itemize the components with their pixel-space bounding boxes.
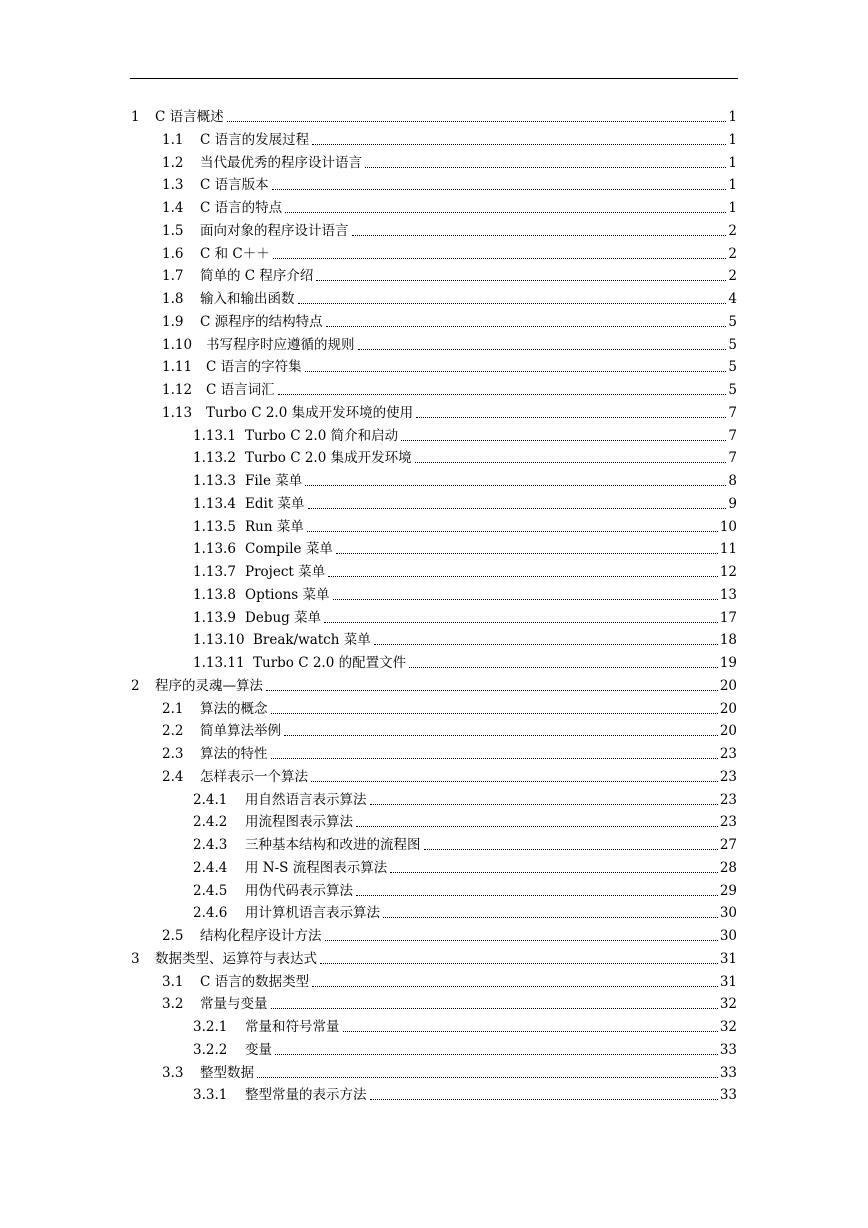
toc-entry-number: 2.2 [162,723,184,740]
toc-entry-number: 2.4 [162,768,184,785]
toc-entry-title: Run 菜单 [245,518,304,535]
dot-leader [325,940,718,941]
toc-entry-number: 1.13.9 [193,609,236,626]
toc-entry[interactable] [193,425,737,447]
dot-leader [307,531,718,532]
toc-entry[interactable] [193,538,737,560]
toc-entry-page: 33 [719,1064,737,1081]
dot-leader [227,121,727,122]
toc-entry[interactable] [193,629,737,651]
toc-entry[interactable] [193,902,737,924]
toc-entry-title: Edit 菜单 [245,495,305,512]
toc-entry-page: 7 [728,427,737,444]
toc-entry-title: 简单的 C 程序介绍 [200,268,314,285]
toc-entry-page: 12 [719,564,737,580]
toc-entry-title: C 语言的发展过程 [200,131,310,148]
toc-entry[interactable] [162,971,737,993]
toc-entry-page: 20 [719,677,737,694]
toc-entry[interactable] [193,516,737,538]
dot-leader [356,895,718,896]
toc-entry-title: 用 N-S 流程图表示算法 [245,859,388,876]
toc-entry-number: 1.13 [162,404,193,421]
toc-entry-number: 1.6 [162,245,184,262]
toc-entry[interactable] [193,561,737,583]
toc-entry-page: 4 [728,291,737,307]
dot-leader [272,189,727,190]
toc-entry-page: 20 [719,700,737,717]
toc-entry-page: 5 [728,336,737,353]
toc-entry-page: 31 [719,950,737,967]
dot-leader [308,508,727,509]
toc-entry[interactable] [162,993,737,1015]
toc-entry-number: 1.2 [162,154,184,171]
toc-entry-number: 3.3 [162,1064,184,1081]
toc-entry-title: 输入和输出函数 [200,291,295,307]
toc-entry-number: 1.3 [162,177,184,194]
dot-leader [401,440,726,441]
toc-entry-title: C 语言概述 [155,109,224,125]
toc-entry-page: 1 [728,177,737,194]
toc-entry[interactable] [162,334,737,356]
toc-entry-page: 30 [719,905,737,922]
toc-entry-page: 10 [719,518,737,535]
toc-entry-number: 2.4.4 [193,859,228,876]
toc-entry-title: File 菜单 [245,473,303,489]
toc-entry-title: 书写程序时应遵循的规则 [206,336,355,353]
toc-entry-page: 33 [719,1041,737,1058]
toc-entry-title: Compile 菜单 [245,541,333,558]
toc-entry-page: 2 [728,268,737,285]
toc-entry-page: 30 [719,928,737,944]
dot-leader [415,462,727,463]
dot-leader [324,622,718,623]
toc-entry-page: 27 [719,837,737,853]
toc-entry-page: 7 [728,404,737,421]
toc-entry-page: 1 [728,109,737,125]
dot-leader [383,917,718,918]
toc-entry-number: 3.2.2 [193,1041,228,1058]
toc-entry-number: 2.4.5 [193,882,228,899]
toc-entry-number: 1.4 [162,200,184,216]
toc-entry-number: 2.4.1 [193,791,228,808]
toc-entry-number: 1.10 [162,336,193,353]
toc-entry[interactable] [162,698,737,720]
toc-entry-title: C 语言版本 [200,177,269,194]
toc-entry[interactable] [131,106,737,128]
toc-entry-title: 当代最优秀的程序设计语言 [200,154,362,171]
toc-entry-number: 2.4.6 [193,905,228,922]
toc-entry-title: 常量和符号常量 [245,1019,340,1035]
toc-entry-page: 5 [728,313,737,330]
dot-leader [370,804,718,805]
toc-entry-title: 结构化程序设计方法 [200,928,322,944]
toc-entry-title: Options 菜单 [245,586,330,603]
dot-leader [305,371,727,372]
toc-entry-number: 1.13.7 [193,564,236,580]
toc-entry-title: 面向对象的程序设计语言 [200,222,349,239]
toc-entry-title: Turbo C 2.0 简介和启动 [245,427,399,444]
dot-leader [311,781,718,782]
toc-entry-number: 1.7 [162,268,184,285]
toc-entry-number: 1.13.5 [193,518,236,535]
toc-entry-title: 简单算法举例 [200,723,281,740]
dot-leader [278,394,727,395]
toc-entry-number: 1.13.11 [193,655,245,671]
toc-entry-title: Turbo C 2.0 集成开发环境的使用 [206,404,414,421]
dot-leader [316,280,726,281]
toc-entry-title: Project 菜单 [245,564,326,580]
toc-entry-page: 23 [719,814,737,831]
toc-entry[interactable] [193,652,737,674]
toc-entry-number: 3.1 [162,973,184,990]
toc-entry[interactable] [193,789,737,811]
toc-entry[interactable] [193,880,737,902]
toc-entry-number: 1.8 [162,291,184,307]
toc-entry-page: 13 [719,586,737,603]
toc-entry-page: 1 [728,154,737,171]
toc-entry-page: 20 [719,723,737,740]
dot-leader [336,553,718,554]
toc-entry-page: 17 [719,609,737,626]
toc-entry-page: 2 [728,245,737,262]
toc-entry-title: 变量 [245,1041,272,1058]
toc-entry[interactable] [162,925,737,947]
dot-leader [409,667,718,668]
toc-entry-title: C 语言词汇 [206,382,275,398]
toc-entry-page: 19 [719,655,737,671]
toc-entry-title: 三种基本结构和改进的流程图 [245,837,421,853]
toc-entry-number: 2.3 [162,746,184,762]
toc-entry-title: Turbo C 2.0 的配置文件 [253,655,407,671]
toc-entry-number: 1.11 [162,359,193,376]
toc-entry-page: 2 [728,222,737,239]
toc-entry-number: 3.3.1 [193,1087,228,1104]
toc-entry[interactable] [193,811,737,833]
toc-entry-number: 2.1 [162,700,184,717]
dot-leader [328,576,718,577]
toc-entry-title: 常量与变量 [200,996,268,1013]
toc-entry-title: 算法的特性 [200,746,268,762]
toc-entry[interactable] [193,1039,737,1061]
toc-entry-title: 用伪代码表示算法 [245,882,353,899]
toc-entry[interactable] [131,948,737,970]
dot-leader [356,826,718,827]
toc-entry[interactable] [193,607,737,629]
toc-entry-title: C 语言的数据类型 [200,973,310,990]
toc-entry-page: 23 [719,791,737,808]
toc-entry-number: 1.5 [162,222,184,239]
dot-leader [312,144,726,145]
toc-entry-number: 1.13.6 [193,541,236,558]
toc-entry-title: 程序的灵魂—算法 [155,677,263,694]
toc-entry-title: Break/watch 菜单 [253,632,371,649]
toc-entry-title: 用计算机语言表示算法 [245,905,380,922]
toc-entry-number: 1.9 [162,313,184,330]
toc-entry-number: 2 [131,677,140,694]
dot-leader [266,690,718,691]
toc-entry[interactable] [162,197,737,219]
toc-entry-page: 1 [728,131,737,148]
toc-entry[interactable] [193,834,737,856]
toc-entry[interactable] [193,1016,737,1038]
toc-entry-number: 1.13.10 [193,632,245,649]
toc-entry-page: 29 [719,882,737,899]
toc-entry-title: 怎样表示一个算法 [200,768,308,785]
toc-entry-number: 2.4.2 [193,814,228,831]
dot-leader [298,303,727,304]
dot-leader [333,599,718,600]
toc-entry-page: 9 [728,495,737,512]
dot-leader [424,849,718,850]
dot-leader [365,167,726,168]
dot-leader [257,1077,718,1078]
toc-entry-number: 1.13.4 [193,495,236,512]
toc-entry-title: 用自然语言表示算法 [245,791,367,808]
dot-leader [390,872,718,873]
toc-entry[interactable] [162,720,737,742]
toc-entry[interactable] [193,857,737,879]
dot-leader [305,485,726,486]
toc-entry-title: 算法的概念 [200,700,268,717]
dot-leader [343,1031,718,1032]
toc-entry[interactable] [162,766,737,788]
toc-entry[interactable] [162,379,737,401]
dot-leader [271,758,718,759]
header-rule [130,78,738,79]
toc-entry-title: C 源程序的结构特点 [200,313,323,330]
toc-entry-page: 11 [719,541,737,558]
toc-entry-title: 整型数据 [200,1064,254,1081]
toc-entry-number: 2.4.3 [193,837,228,853]
toc-entry-title: 整型常量的表示方法 [245,1087,367,1104]
toc-entry-page: 31 [719,973,737,990]
dot-leader [326,326,727,327]
dot-leader [358,349,727,350]
toc-entry-number: 3 [131,950,140,967]
toc-entry-page: 32 [719,996,737,1013]
dot-leader [284,735,718,736]
toc-entry[interactable] [162,1062,737,1084]
toc-entry-title: 数据类型、运算符与表达式 [155,950,317,967]
toc-entry-title: Turbo C 2.0 集成开发环境 [245,450,412,467]
toc-entry[interactable] [193,470,737,492]
toc-entry-number: 2.5 [162,928,184,944]
dot-leader [416,417,726,418]
toc-entry-page: 7 [728,450,737,467]
dot-leader [374,644,718,645]
toc-entry[interactable] [162,265,737,287]
toc-entry-page: 28 [719,859,737,876]
toc-entry[interactable] [162,356,737,378]
toc-entry-page: 8 [728,473,737,489]
toc-entry-title: C 和 C＋＋ [200,245,270,262]
toc-entry-title: C 语言的字符集 [206,359,302,376]
toc-entry[interactable] [162,402,737,424]
toc-entry[interactable] [193,493,737,515]
dot-leader [273,258,727,259]
toc-entry-page: 32 [719,1019,737,1035]
toc-entry-number: 1.13.2 [193,450,236,467]
toc-entry[interactable] [162,220,737,242]
toc-entry[interactable] [193,1084,737,1106]
toc-entry[interactable] [162,288,737,310]
toc-entry[interactable] [162,174,737,196]
toc-entry-number: 3.2 [162,996,184,1013]
toc-entry[interactable] [193,447,737,469]
toc-entry-number: 1.12 [162,382,193,398]
toc-entry-page: 18 [719,632,737,649]
toc-entry-page: 1 [728,200,737,216]
toc-entry[interactable] [193,584,737,606]
toc-entry-number: 1 [131,109,140,125]
toc-entry[interactable] [162,743,737,765]
toc-entry[interactable] [131,675,737,697]
toc-entry-page: 23 [719,746,737,762]
dot-leader [271,713,718,714]
toc-entry-page: 5 [728,359,737,376]
toc-entry-page: 23 [719,768,737,785]
toc-entry-number: 1.13.3 [193,473,236,489]
toc-entry-title: 用流程图表示算法 [245,814,353,831]
toc-entry-title: Debug 菜单 [245,609,322,626]
toc-entry-page: 33 [719,1087,737,1104]
toc-entry-number: 1.13.8 [193,586,236,603]
toc-entry-number: 1.13.1 [193,427,236,444]
toc-entry[interactable] [162,129,737,151]
toc-entry[interactable] [162,152,737,174]
toc-entry[interactable] [162,243,737,265]
dot-leader [320,963,718,964]
dot-leader [271,1008,718,1009]
dot-leader [370,1099,718,1100]
dot-leader [285,212,726,213]
dot-leader [312,986,718,987]
toc-entry-title: C 语言的特点 [200,200,283,216]
toc-entry-number: 1.1 [162,131,184,148]
dot-leader [275,1054,718,1055]
toc-entry-number: 3.2.1 [193,1019,228,1035]
toc-entry-page: 5 [728,382,737,398]
toc-entry[interactable] [162,311,737,333]
dot-leader [352,235,727,236]
